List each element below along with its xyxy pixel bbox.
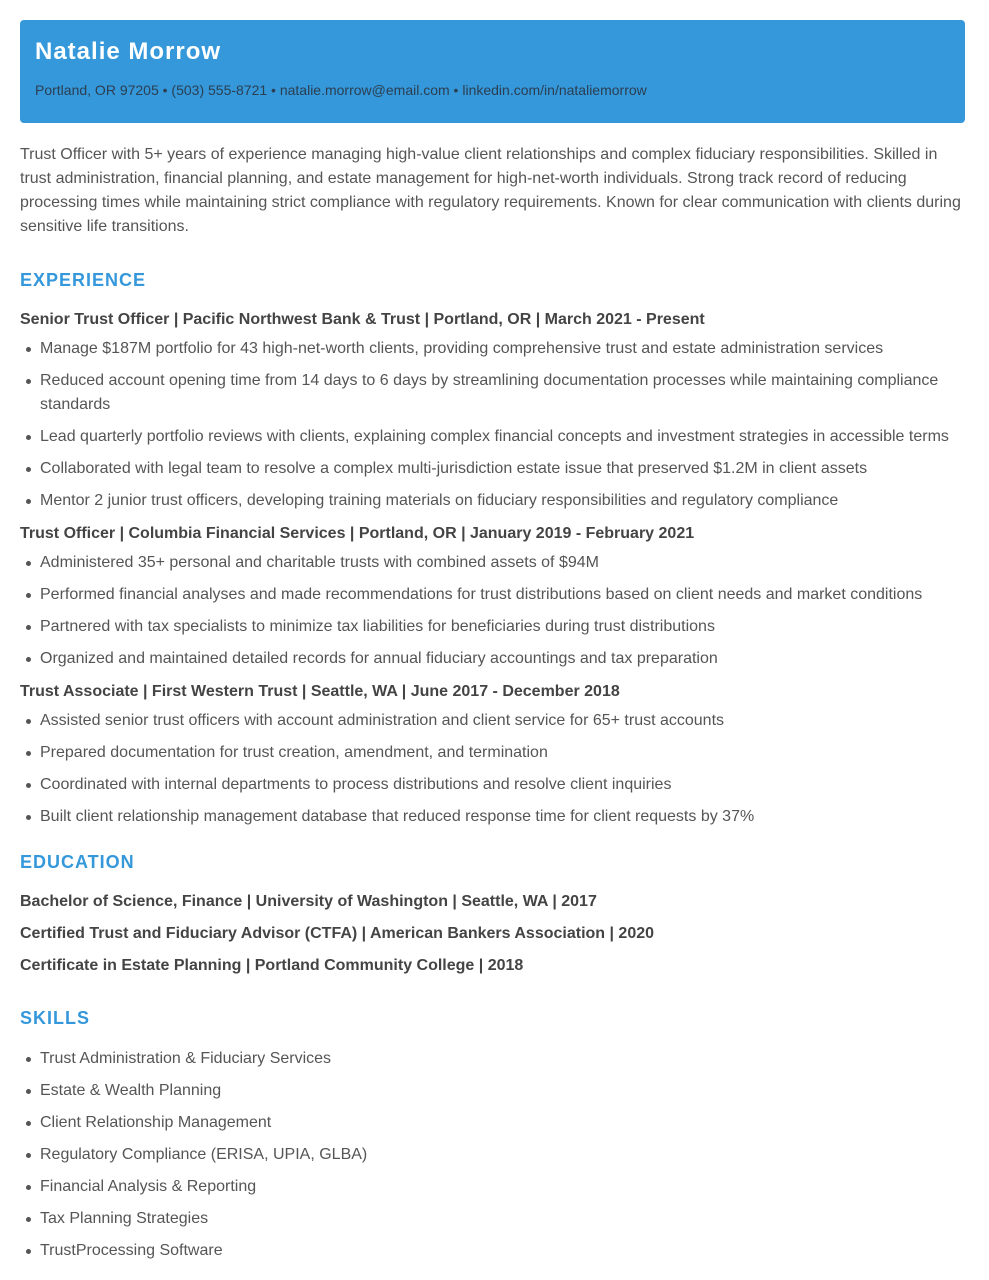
job-bullet: Reduced account opening time from 14 days to 6 days by streamlining documentation processes while maintaining compliance standards <box>20 369 965 417</box>
skill-item: Tax Planning Strategies <box>20 1207 965 1231</box>
job-bullet-list <box>20 551 965 671</box>
job-bullet: Partnered with tax specialists to minimize tax liabilities for beneficiaries during trust distributions <box>20 615 965 639</box>
candidate-name: Natalie Morrow <box>35 38 222 65</box>
job-heading: Trust Officer | Columbia Financial Services | Portland, OR | January 2019 - February 2021 <box>20 525 695 542</box>
job-heading: Trust Associate | First Western Trust | Seattle, WA | June 2017 - December 2018 <box>20 683 620 700</box>
job-bullet: Assisted senior trust officers with account administration and client service for 65+ trust accounts <box>20 709 965 733</box>
professional-summary: Trust Officer with 5+ years of experience managing high-value client relationships and complex fiduciary responsibilities. Skilled in trust administration, financial planning, and estate management for high-net-worth individuals. Strong track record of reducing processing times while maintaining strict compliance with regulatory requirements. Known for clear communication with clients during sensitive life transitions. <box>20 146 961 235</box>
experience-section <box>20 269 965 829</box>
job-bullet: Coordinated with internal departments to process distributions and resolve client inquiries <box>20 773 965 797</box>
education-item: Certified Trust and Fiduciary Advisor (CTFA) | American Bankers Association | 2020 <box>20 925 655 942</box>
education-heading: EDUCATION <box>20 852 135 872</box>
job-bullet: Administered 35+ personal and charitable trusts with combined assets of $94M <box>20 551 965 575</box>
skills-list <box>20 1047 965 1263</box>
experience-heading: EXPERIENCE <box>20 270 147 290</box>
skills-heading: SKILLS <box>20 1008 91 1028</box>
skill-item: Estate & Wealth Planning <box>20 1079 965 1103</box>
job-bullet: Organized and maintained detailed records for annual fiduciary accountings and tax preparation <box>20 647 965 671</box>
job-bullet-list <box>20 709 965 829</box>
education-item: Certificate in Estate Planning | Portland Community College | 2018 <box>20 957 524 974</box>
job-bullet-list <box>20 337 965 513</box>
education-item: Bachelor of Science, Finance | University of Washington | Seattle, WA | 2017 <box>20 893 597 910</box>
skill-item: TrustProcessing Software <box>20 1239 965 1263</box>
skill-item: Trust Administration & Fiduciary Services <box>20 1047 965 1071</box>
contact-line: Portland, OR 97205 • (503) 555-8721 • natalie.morrow@email.com • linkedin.com/in/nataliemorrow <box>35 82 647 98</box>
job-bullet: Performed financial analyses and made recommendations for trust distributions based on client needs and market conditions <box>20 583 965 607</box>
job-bullet: Collaborated with legal team to resolve a complex multi-jurisdiction estate issue that preserved $1.2M in client assets <box>20 457 965 481</box>
job-bullet: Manage $187M portfolio for 43 high-net-worth clients, providing comprehensive trust and estate administration services <box>20 337 965 361</box>
skill-item: Financial Analysis & Reporting <box>20 1175 965 1199</box>
skills-section <box>20 1007 965 1263</box>
job-heading: Senior Trust Officer | Pacific Northwest Bank & Trust | Portland, OR | March 2021 - Present <box>20 311 705 328</box>
job-bullet: Prepared documentation for trust creation, amendment, and termination <box>20 741 965 765</box>
resume-header <box>20 20 965 123</box>
education-section <box>20 851 965 977</box>
skill-item: Regulatory Compliance (ERISA, UPIA, GLBA) <box>20 1143 965 1167</box>
job-bullet: Built client relationship management database that reduced response time for client requests by 37% <box>20 805 965 829</box>
job-bullet: Lead quarterly portfolio reviews with clients, explaining complex financial concepts and investment strategies in accessible terms <box>20 425 965 449</box>
job-bullet: Mentor 2 junior trust officers, developing training materials on fiduciary responsibilities and regulatory compliance <box>20 489 965 513</box>
skill-item: Client Relationship Management <box>20 1111 965 1135</box>
